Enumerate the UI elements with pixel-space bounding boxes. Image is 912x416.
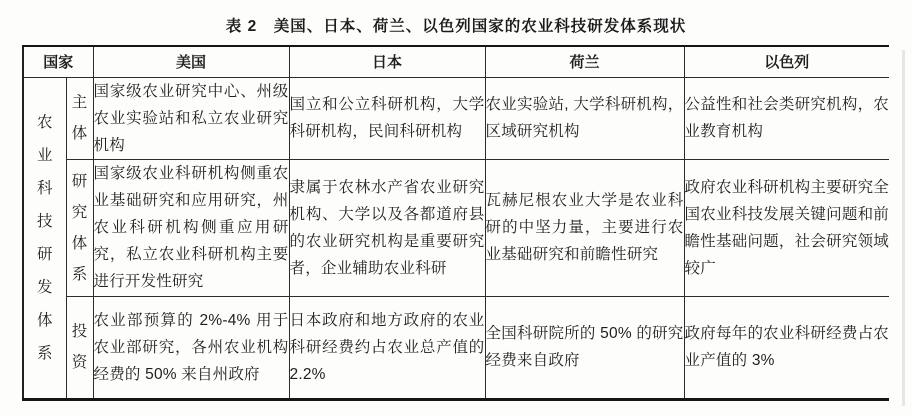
row-subject	[23, 77, 889, 159]
row-label-subject: 主体	[71, 94, 88, 142]
cell-investment-usa: 农业部预算的 2%-4% 用于农业部研究，各州农业机构经费的 50% 来自州政府	[93, 296, 289, 399]
cell-investment-netherlands: 全国科研院所的 50% 的研究经费来自政府	[485, 296, 684, 399]
row-label-cell-investment	[66, 296, 93, 399]
col-header-netherlands: 荷兰	[485, 46, 684, 77]
header-row	[23, 46, 889, 77]
cell-research-netherlands: 瓦赫尼根农业大学是农业科研的中坚力量，主要进行农业基础研究和前瞻性研究	[485, 159, 684, 296]
cell-subject-netherlands: 农业实验站, 大学科研机构，区域研究机构	[485, 77, 684, 159]
data-table	[22, 45, 889, 401]
col-header-japan: 日本	[289, 46, 485, 77]
row-label-investment: 投资	[71, 323, 88, 371]
col-header-usa: 美国	[93, 46, 289, 77]
cell-research-usa: 国家级农业科研机构侧重农业基础研究和应用研究，州农业科研机构侧重应用研究，私立农业科研机构主要进行开发性研究	[93, 159, 289, 296]
table-caption: 表 2 美国、日本、荷兰、以色列国家的农业科技研发体系现状	[225, 18, 687, 35]
cell-investment-israel: 政府每年的农业科研经费占农业产值的 3%	[684, 296, 889, 399]
row-research-system	[23, 159, 889, 296]
row-group-label: 农业科技研发体系	[36, 113, 53, 362]
row-investment	[23, 296, 889, 399]
row-label-cell-subject	[66, 77, 93, 159]
corner-header: 国家	[23, 46, 93, 77]
scan-edge-artifact	[902, 50, 905, 406]
cell-research-japan: 隶属于农林水产省农业研究机构、大学以及各都道府县的农业研究机构是重要研究者，企业辅助农业科研	[289, 159, 485, 296]
cell-subject-usa: 国家级农业研究中心、州级农业实验站和私立农业研究机构	[93, 77, 289, 159]
row-group-cell	[23, 77, 66, 399]
cell-research-israel: 政府农业科研机构主要研究全国农业科技发展关键问题和前瞻性基础问题，社会研究领域较广	[684, 159, 889, 296]
row-label-cell-research-system	[66, 159, 93, 296]
row-label-research-system: 研究体系	[71, 172, 88, 283]
cell-subject-israel: 公益性和社会类研究机构，农业教育机构	[684, 77, 889, 159]
cell-subject-japan: 国立和公立科研机构，大学科研机构，民间科研机构	[289, 77, 485, 159]
cell-investment-japan: 日本政府和地方政府的农业科研经费约占农业总产值的2.2%	[289, 296, 485, 399]
col-header-israel: 以色列	[684, 46, 889, 77]
